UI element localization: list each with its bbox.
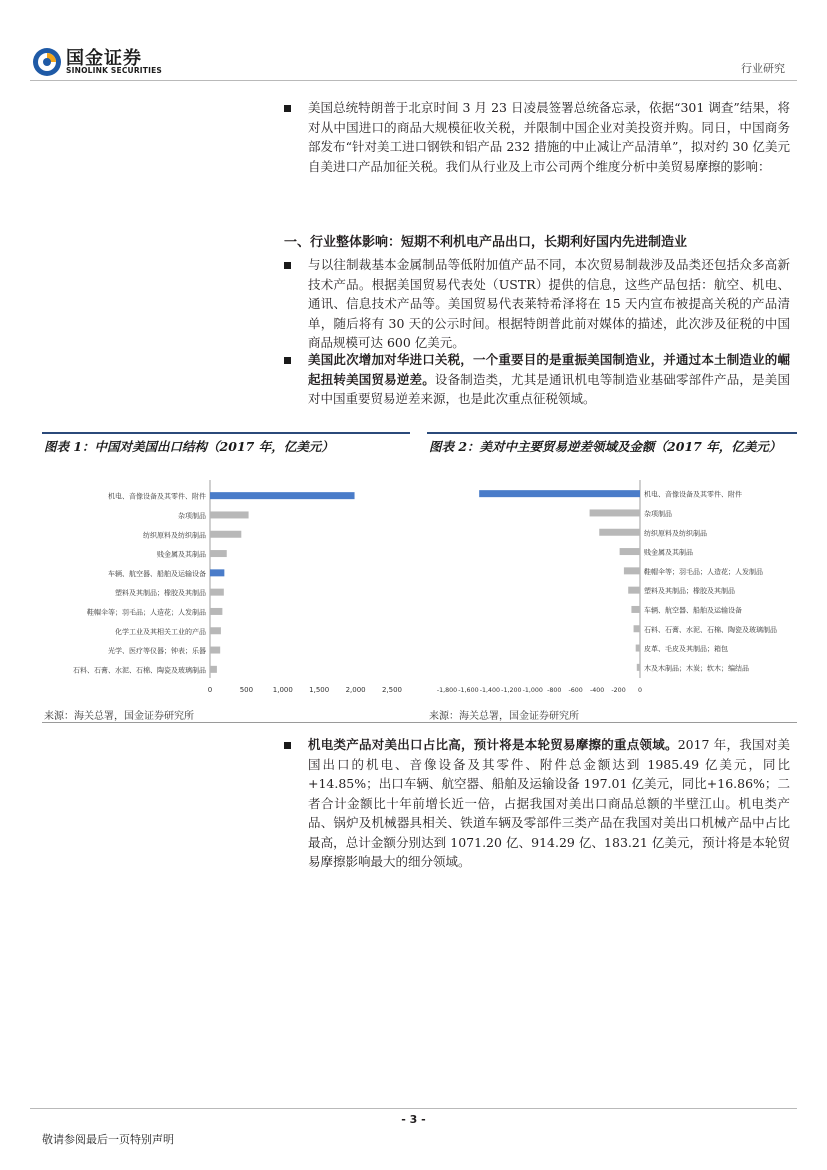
chart-1-bar [210,550,227,557]
chart-2-category-label: 纺织原料及纺织制品 [644,529,707,538]
chart-2-category-label: 木及木制品；木炭；软木；编结品 [644,664,749,673]
chart-2-category-label: 鞋帽伞等；羽毛品；人造花；人发制品 [644,567,763,576]
chart-1-title: 图表 1：中国对美国出口结构（2017 年，亿美元） [44,439,334,454]
logo-text-cn: 国金证券 [66,48,142,69]
paragraph-4-emphasis: 机电类产品对美出口占比高，预计将是本轮贸易摩擦的重点领域。 [308,737,678,752]
chart-1 [42,478,410,700]
chart-2-category-label: 贱金属及其制品 [644,548,693,557]
chart-1-tick-label: 0 [207,686,213,694]
chart-1-bar [210,589,224,596]
chart-2-bar [599,529,640,536]
chart-1-bar [210,569,224,576]
disclaimer-note: 敬请参阅最后一页特别声明 [42,1133,174,1146]
chart-2-tick-label: -1,200 [501,687,522,694]
chart-1-category-label: 贱金属及其制品 [157,550,206,559]
chart-1-category-label: 机电、音像设备及其零件、附件 [108,492,206,501]
chart-1-bar [210,531,241,538]
chart-2-tick-label: -1,600 [458,687,479,694]
chart-1-bar [210,492,355,499]
chart-2-tick-label: -600 [568,687,583,694]
footer-divider [30,1108,797,1109]
chart-2-tick-label: 0 [637,687,643,694]
chart-1-category-label: 化学工业及其相关工业的产品 [115,627,206,636]
chart-2-tick-label: -400 [589,687,605,694]
chart-2-tick-label: -1,000 [522,687,543,694]
chart-2-bar [590,509,640,516]
chart-2-bar [479,490,640,497]
chart-1-category-label: 鞋帽伞等；羽毛品；人造花；人发制品 [87,608,206,617]
doc-type-label: 行业研究 [741,62,785,75]
chart-2-category-label: 杂项制品 [644,509,672,518]
chart-2-top-rule [427,432,797,434]
chart-2-category-label: 皮革、毛皮及其制品；箱包 [644,645,728,654]
chart-1-tick-label: 2,000 [345,686,366,694]
chart-1-tick-label: 1,000 [272,686,293,694]
chart-1-category-label: 车辆、航空器、船舶及运输设备 [108,569,206,578]
chart-2-bar [637,664,640,671]
chart-2-bar [624,567,640,574]
bullet-icon [284,262,291,269]
chart-2-category-label: 石料、石膏、水泥、石棉、陶瓷及玻璃制品 [644,625,777,634]
paragraph-4 [308,735,790,872]
chart-2-tick-label: -200 [611,687,626,694]
intro-paragraph: 美国总统特朗普于北京时间 3 月 23 日凌晨签署总统备忘录，依据“301 调查”结果，将对从中国进口的商品大规模征收关税，并限制中国企业对美投资并购。同日，中国商务部发布“针对美工进口钢铁和铝产品 232 措施的中止减让产品清单”，拟对约 30 亿美元自美进口产品加征关税。我们从行业及上市公司两个维度分析中美贸易摩擦的影响： [308,100,790,174]
chart-1-bar [210,511,249,518]
chart-2 [427,478,797,700]
chart-2-bar [620,548,640,555]
chart-2-category-label: 塑料及其制品；橡胶及其制品 [644,587,735,596]
chart-1-bar [210,647,220,654]
paragraph-4-text: 2017 年，我国对美国出口的机电、音像设备及其零件、附件总金额达到 1985.49 亿美元，同比+14.85%；出口车辆、航空器、船舶及运输设备 197.01 亿美元，同比+16.86%；二者合计金额比十年前增长近一倍，占据我国对美出口商品总额的半壁江山。机电类产品、锅炉及机械器具相关、铁道车辆及零部件三类产品在我国对美出口机械产品中占比最高，总计金额分别达到 1071.20 亿、914.29 亿、183.21 亿美元，预计将是本轮贸易摩擦影响最大的细分领域。 [308,737,790,869]
paragraph-3 [308,350,790,409]
paragraph-3-text: 设备制造类，尤其是通讯机电等制造业基础零部件产品，是美国对中国重要贸易逆差来源，也是此次重点征税领域。 [308,371,790,406]
chart-1-category-label: 塑料及其制品；橡胶及其制品 [115,589,206,598]
paragraph-3-emphasis: 美国此次增加对华进口关税，一个重要目的是重振美国制造业，并通过本土制造业的崛起扭转美国贸易逆差。 [308,352,790,387]
chart-2-bar [628,587,640,594]
chart-2-tick-label: -1,400 [479,687,501,694]
header-divider [30,80,797,81]
page-number: - 3 - [401,1113,426,1126]
chart-2-tick-label: -800 [547,687,562,694]
chart-1-top-rule [42,432,410,434]
chart-1-category-label: 石料、石膏、水泥、石棉、陶瓷及玻璃制品 [73,666,206,675]
chart-2-category-label: 车辆、航空器、船舶及运输设备 [644,606,742,615]
bullet-icon [284,742,291,749]
chart-1-source: 来源：海关总署，国金证券研究所 [44,711,194,722]
chart-1-category-label: 光学、医疗等仪器；钟表；乐器 [108,647,206,656]
logo-text-en: SINOLINK SECURITIES [66,66,163,75]
chart-1-tick-label: 1,500 [309,686,330,694]
chart-2-bar [636,645,640,652]
chart-2-category-label: 机电、音像设备及其零件、附件 [644,490,742,499]
section-title: 一、行业整体影响：短期不利机电产品出口，长期利好国内先进制造业 [284,235,688,250]
chart-1-bar [210,627,221,634]
chart-bottom-rule [42,722,797,723]
chart-2-tick-label: -1,800 [436,687,458,694]
paragraph-2: 与以往制裁基本金属制品等低附加值产品不同，本次贸易制裁涉及品类还包括众多高新技术产品。根据美国贸易代表处（USTR）提供的信息，这些产品包括：航空、机电、通讯、信息技术产品等。美国贸易代表莱特希泽将在 15 天内宣布被提高关税的产品清单，随后将有 30 天的公示时间。根据特朗普此前对媒体的描述，此次涉及征税的中国商品规模可达 600 亿美元。 [308,257,790,350]
chart-1-tick-label: 500 [239,686,254,694]
chart-2-bar [634,625,640,632]
chart-1-bar [210,666,217,673]
bullet-icon [284,357,291,364]
chart-2-bar [631,606,640,613]
chart-1-bar [210,608,222,615]
chart-1-category-label: 纺织原料及纺织制品 [143,531,206,540]
chart-2-title: 图表 2：美对中主要贸易逆差领域及金额（2017 年，亿美元） [429,439,782,454]
chart-1-category-label: 杂项制品 [178,511,206,520]
chart-2-source: 来源：海关总署，国金证券研究所 [429,711,579,722]
chart-1-tick-label: 2,500 [381,686,403,694]
bullet-icon [284,105,291,112]
